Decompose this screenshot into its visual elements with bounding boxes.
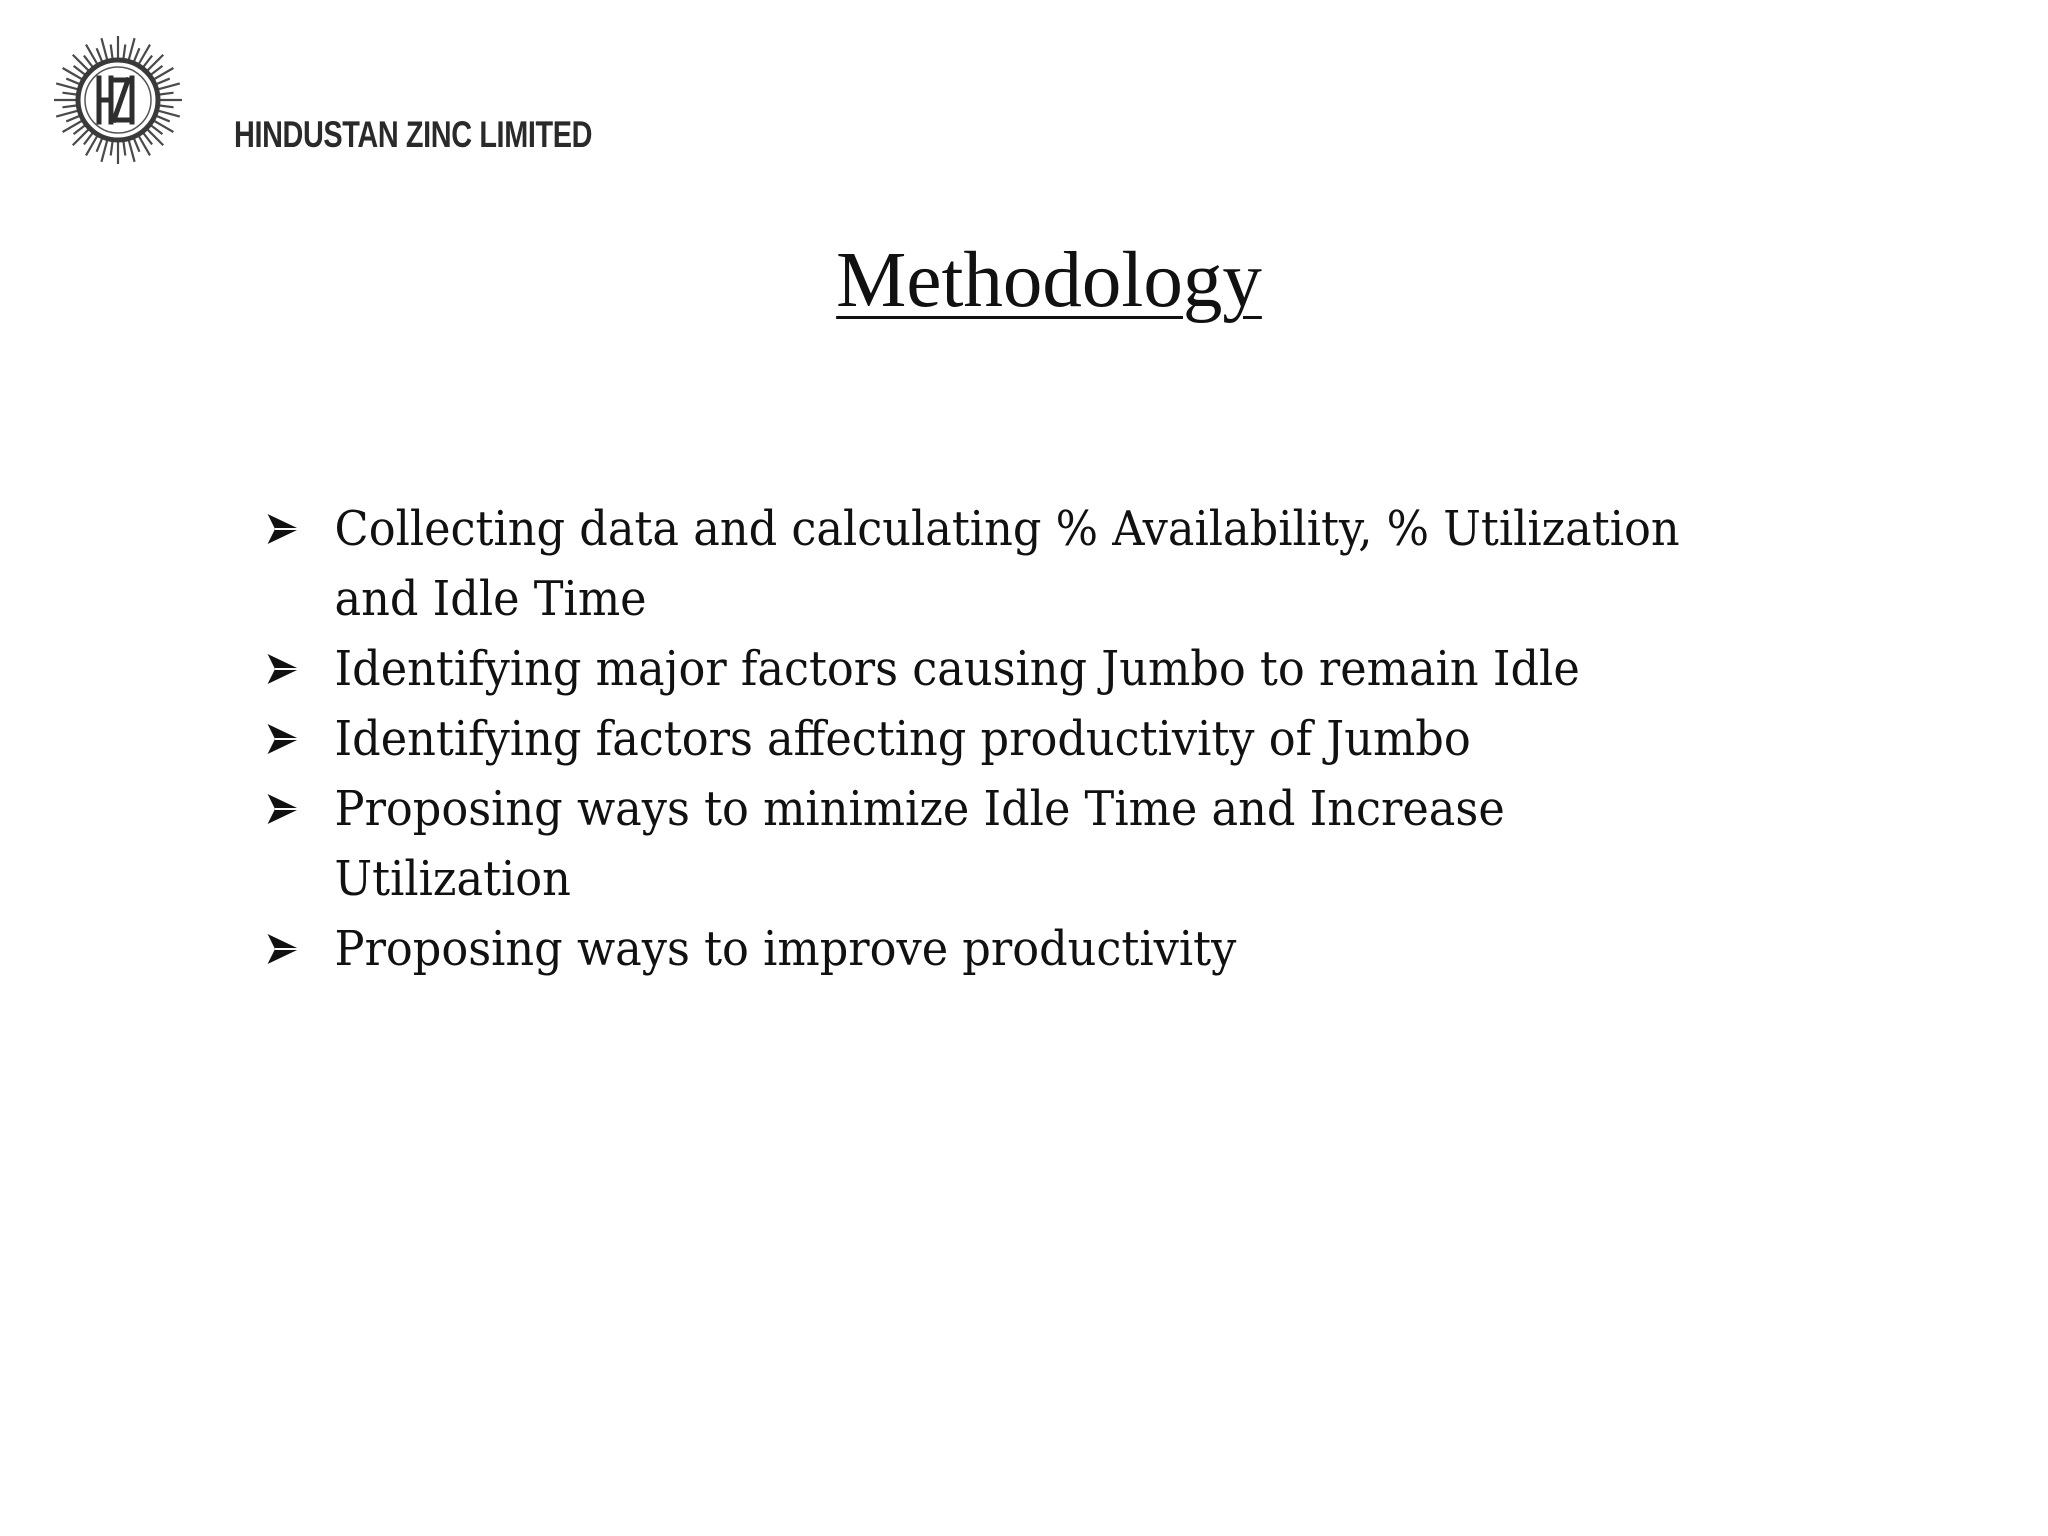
emblem-ray (56, 111, 77, 117)
emblem-ray (84, 56, 93, 67)
emblem-ray (74, 126, 85, 135)
emblem-ray (129, 141, 135, 162)
company-name: HINDUSTAN ZINC LIMITED (234, 114, 593, 155)
emblem-ray (151, 126, 162, 135)
emblem-ray (134, 48, 139, 61)
arrow-bullet-icon (266, 931, 301, 967)
emblem-ray (157, 116, 170, 121)
list-item (262, 634, 1694, 704)
emblem-ray (111, 142, 113, 156)
emblem-ray (101, 141, 107, 162)
emblem-ray (84, 133, 93, 144)
list-item (262, 914, 1694, 984)
bullet-text: Proposing ways to minimize Idle Time and Increase Utilization (334, 781, 1505, 907)
slide-title: Methodology (836, 237, 1262, 324)
emblem-ray (134, 139, 139, 152)
emblem-ray (123, 142, 125, 156)
emblem-ray (66, 79, 79, 84)
emblem-ray (62, 93, 76, 95)
emblem-ray (159, 111, 180, 117)
emblem-ray (160, 105, 174, 107)
list-item (262, 494, 1694, 634)
emblem-ray (66, 116, 79, 121)
bullet-text: Identifying factors affecting productivity of Jumbo (334, 711, 1471, 767)
bullet-text: Identifying major factors causing Jumbo to remain Idle (334, 641, 1580, 697)
emblem-ray (123, 44, 125, 58)
emblem-ray (129, 38, 135, 59)
emblem-ray (62, 105, 76, 107)
emblem-ray (160, 93, 174, 95)
arrow-bullet-icon (266, 791, 301, 827)
emblem-ray (144, 56, 153, 67)
bullet-list (262, 494, 1802, 984)
emblem-ray (97, 48, 102, 61)
emblem-ray (144, 133, 153, 144)
arrow-bullet-icon (266, 511, 301, 547)
emblem-ray (56, 83, 77, 89)
emblem-ray (157, 79, 170, 84)
list-item (262, 704, 1694, 774)
sunburst-emblem-icon (48, 34, 198, 168)
emblem-ray (74, 66, 85, 75)
company-logo (48, 34, 593, 168)
arrow-bullet-icon (266, 651, 301, 687)
emblem-ray (159, 83, 180, 89)
list-item (262, 774, 1694, 914)
bullet-text: Proposing ways to improve productivity (334, 921, 1237, 977)
emblem-ray (101, 38, 107, 59)
arrow-bullet-icon (266, 721, 301, 757)
emblem-ray (111, 44, 113, 58)
emblem-ray (97, 139, 102, 152)
bullet-text: Collecting data and calculating % Availability, % Utilization and Idle Time (334, 501, 1680, 627)
emblem-ray (151, 66, 162, 75)
